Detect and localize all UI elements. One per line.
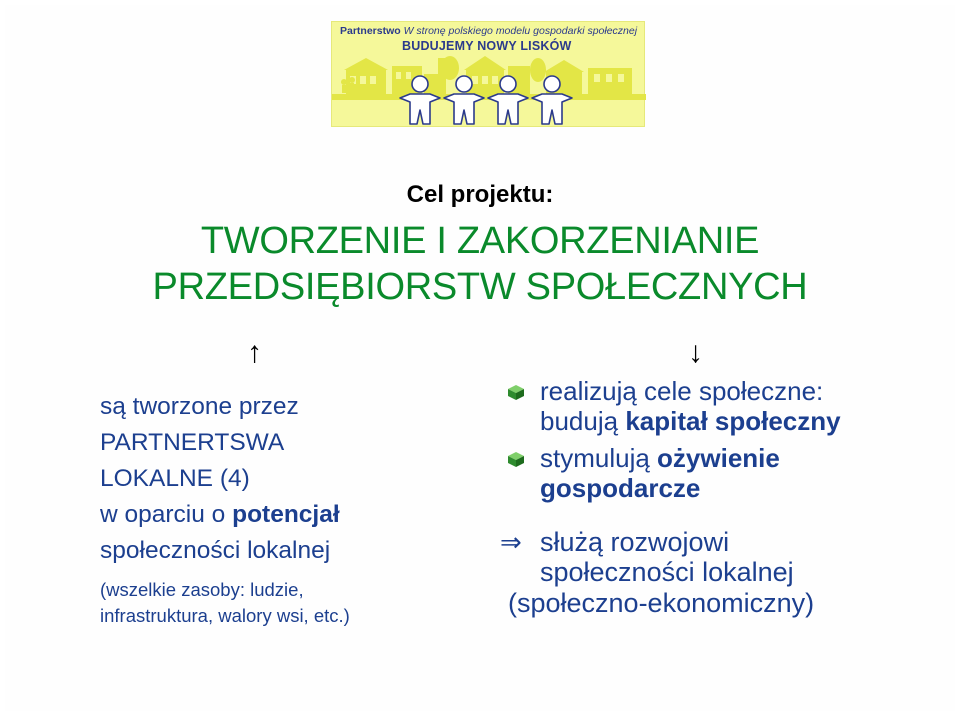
bullet-item-1 bbox=[500, 376, 841, 436]
main-title-line-1: TWORZENIE I ZAKORZENIANIE bbox=[200, 220, 760, 262]
green-cube-bullet-icon bbox=[506, 384, 526, 401]
logo-tagline-rest: W stronę polskiego modelu gospodarki społecznej bbox=[400, 25, 638, 37]
bullet-2-line-1-text: stymulują bbox=[540, 443, 658, 473]
left-note-1: (wszelkie zasoby: ludzie, bbox=[100, 579, 304, 600]
left-line-2: PARTNERTSWA bbox=[100, 429, 285, 456]
left-line-4-bold: potencjał bbox=[232, 501, 340, 528]
bullet-2-line-2-bold: gospodarcze bbox=[540, 473, 701, 503]
left-line-4 bbox=[100, 497, 350, 533]
logo-tagline-bold: Partnerstwo bbox=[340, 25, 401, 37]
green-cube-bullet-icon bbox=[506, 451, 526, 468]
bullet-2-line-1-bold: ożywienie bbox=[657, 443, 780, 473]
left-line-5: społeczności lokalnej bbox=[100, 537, 331, 564]
project-logo bbox=[331, 21, 645, 127]
bullet-item-2 bbox=[500, 443, 841, 503]
bullet-1-line-1: realizują cele społeczne: bbox=[540, 376, 824, 406]
left-line-1: są tworzone przez bbox=[100, 393, 299, 420]
bullet-1-line-2 bbox=[540, 406, 841, 436]
left-column bbox=[100, 389, 350, 629]
bullet-1-line-2-text: budują bbox=[540, 406, 626, 436]
goal-label: Cel projektu: bbox=[406, 181, 554, 208]
logo-graphic bbox=[332, 22, 646, 128]
implies-line-1: służą rozwojowi bbox=[540, 527, 730, 557]
left-line-3: LOKALNE (4) bbox=[100, 465, 250, 492]
logo-title: BUDUJEMY NOWY LISKÓW bbox=[402, 39, 572, 53]
logo-tagline bbox=[340, 25, 637, 37]
bullet-1-line-2-bold: kapitał społeczny bbox=[625, 406, 841, 436]
implies-line-2: społeczności lokalnej bbox=[540, 557, 794, 587]
bullet-2-line-2 bbox=[540, 473, 841, 503]
left-line-4-text: w oparciu o bbox=[100, 501, 233, 528]
right-column bbox=[500, 376, 841, 619]
implies-item bbox=[500, 527, 841, 587]
down-arrow-icon: ↓ bbox=[688, 336, 703, 369]
left-note-2: infrastruktura, walory wsi, etc.) bbox=[100, 605, 350, 626]
bullet-2-line-1 bbox=[540, 443, 841, 473]
closing-line: (społeczno-ekonomiczny) bbox=[508, 588, 815, 618]
main-title-line-2: PRZEDSIĘBIORSTW SPOŁECZNYCH bbox=[152, 266, 808, 308]
implies-arrow-icon: ⇒ bbox=[500, 527, 522, 557]
up-arrow-icon: ↑ bbox=[247, 336, 262, 369]
